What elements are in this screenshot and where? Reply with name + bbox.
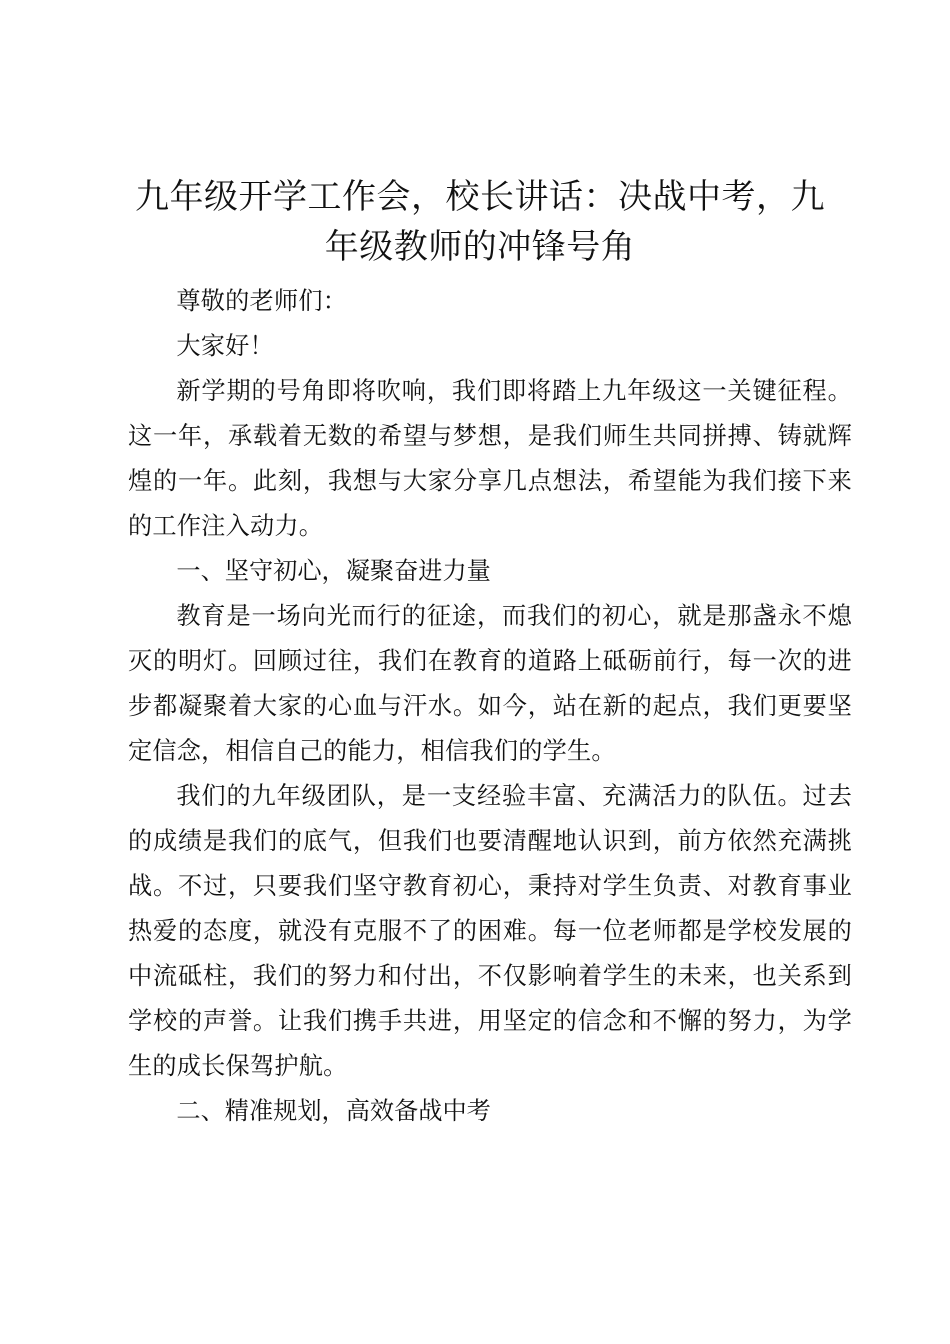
section-1-paragraph-2: 我们的九年级团队，是一支经验丰富、充满活力的队伍。过去的成绩是我们的底气，但我们也要清醒地认识到，前方依然充满挑战。不过，只要我们坚守教育初心，秉持对学生负责、对教育事业热爱的态度，就没有克服不了的困难。每一位老师都是学校发展的中流砥柱，我们的努力和付出，不仅影响着学生的未来，也关系到学校的声誉。让我们携手共进，用坚定的信念和不懈的努力，为学生的成长保驾护航。 bbox=[128, 782, 852, 1080]
title-line-2: 年级教师的冲锋号角 bbox=[324, 227, 636, 267]
title-line-1: 九年级开学工作会，校长讲话：决战中考，九 bbox=[135, 177, 825, 217]
salutation: 尊敬的老师们： bbox=[176, 287, 348, 315]
greeting: 大家好！ bbox=[176, 332, 274, 360]
document-body bbox=[128, 279, 852, 1134]
intro-paragraph: 新学期的号角即将吹响，我们即将踏上九年级这一关键征程。这一年，承载着无数的希望与梦想，是我们师生共同拼搏、铸就辉煌的一年。此刻，我想与大家分享几点想法，希望能为我们接下来的工作注入动力。 bbox=[128, 377, 852, 540]
section-2-heading: 二、精准规划，高效备战中考 bbox=[176, 1097, 491, 1125]
document-title bbox=[110, 172, 850, 272]
section-1-heading: 一、坚守初心，凝聚奋进力量 bbox=[176, 557, 491, 585]
section-1-paragraph-1: 教育是一场向光而行的征途，而我们的初心，就是那盏永不熄灭的明灯。回顾过往，我们在教育的道路上砥砺前行，每一次的进步都凝聚着大家的心血与汗水。如今，站在新的起点，我们更要坚定信念，相信自己的能力，相信我们的学生。 bbox=[128, 602, 852, 765]
